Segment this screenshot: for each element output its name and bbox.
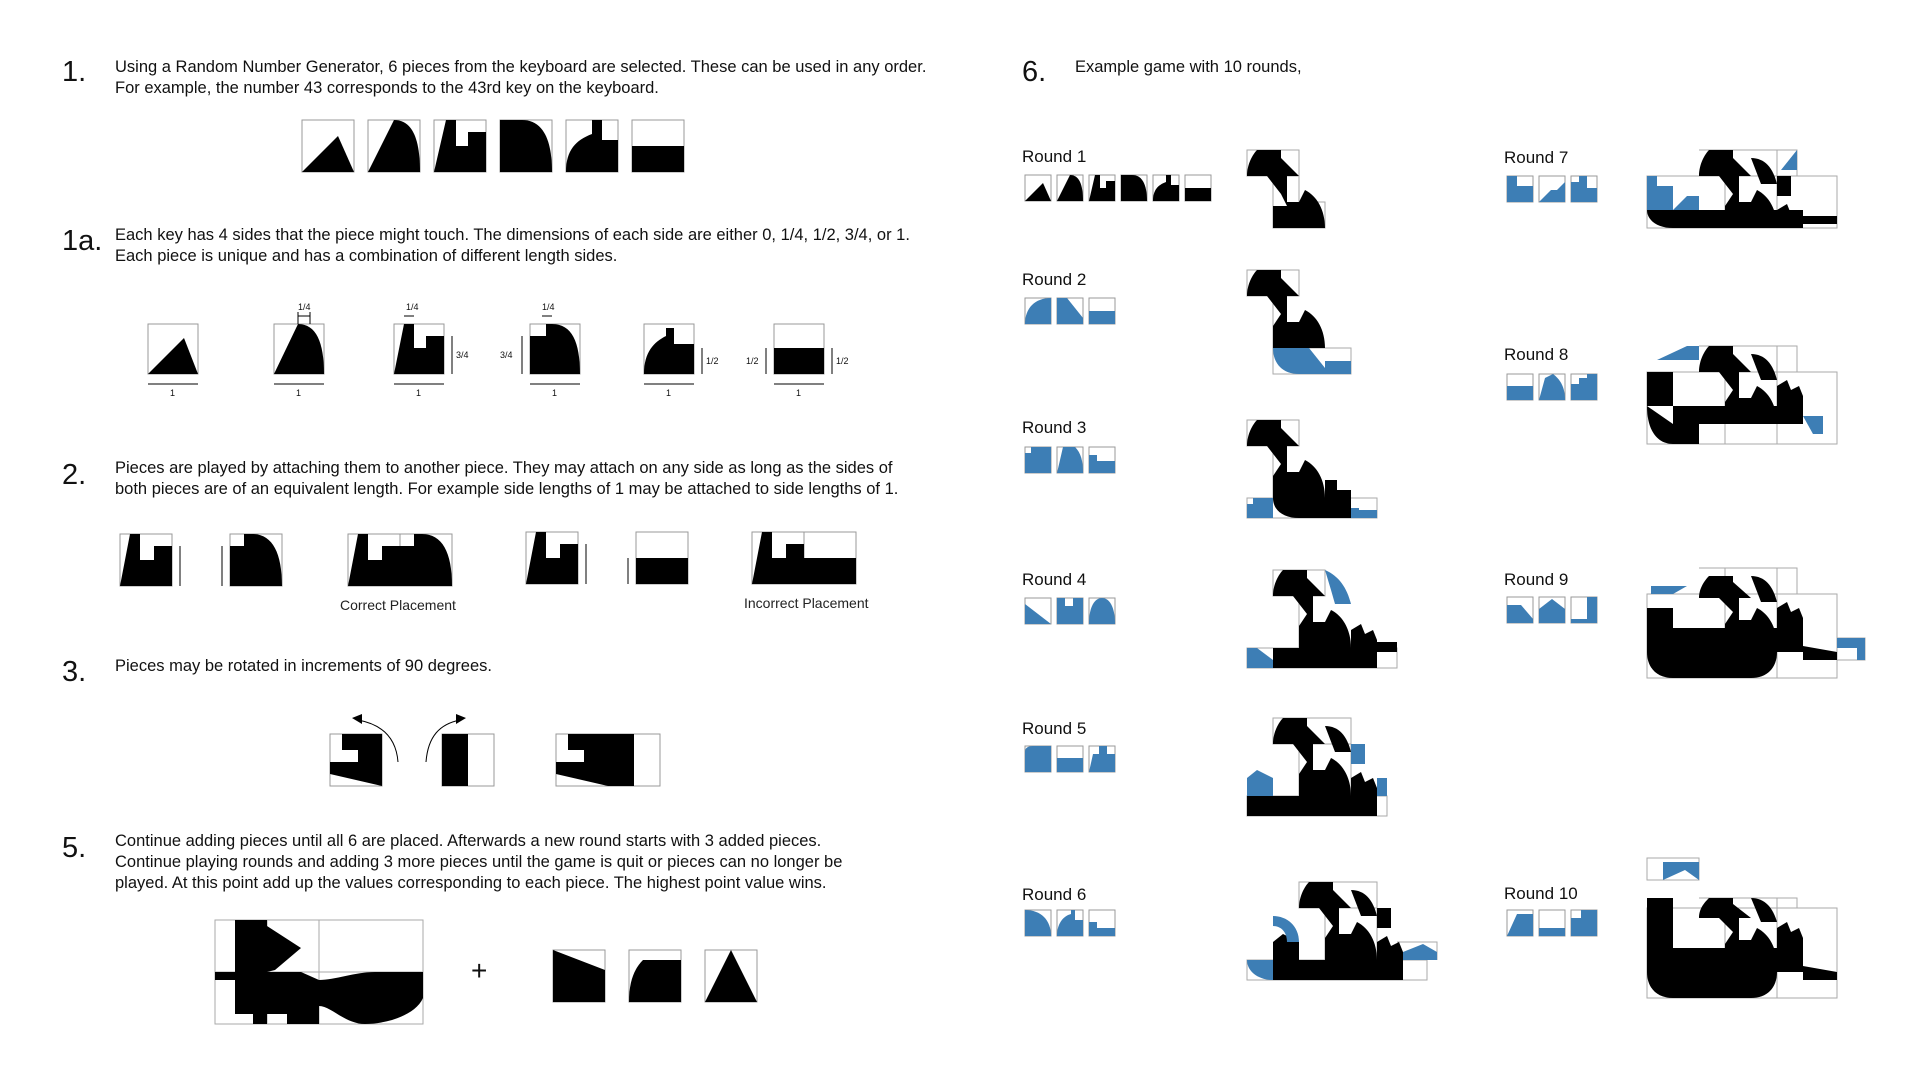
round-5-label: Round 5 xyxy=(1022,719,1087,738)
step-1-line-2: For example, the number 43 corresponds to the 43rd key on the keyboard. xyxy=(115,79,659,97)
round-8-hand xyxy=(1507,374,1597,402)
rotated-piece-b xyxy=(442,734,494,786)
dim-label-half: 1/2 xyxy=(706,356,719,366)
placement-piece-a xyxy=(120,534,180,586)
added-piece-rounded xyxy=(629,950,681,1002)
step-3-text xyxy=(115,656,492,677)
step-5-line-2: Continue playing rounds and adding 3 more pieces until the game is quit or pieces can no longer be xyxy=(115,853,843,871)
step-2-line-2: both pieces are of an equivalent length. For example side lengths of 1 may be attached to side lengths of 1. xyxy=(115,480,899,498)
round-6-label: Round 6 xyxy=(1022,885,1087,904)
dim-piece-wave xyxy=(644,324,719,398)
round-1-label: Round 1 xyxy=(1022,147,1087,166)
dim-label-quarter: 1/4 xyxy=(406,302,419,312)
round-3-board xyxy=(1247,420,1387,520)
round-6-board xyxy=(1247,882,1447,982)
dim-label-one: 1 xyxy=(796,388,802,398)
dim-label-quarter: 1/4 xyxy=(542,302,555,312)
round-7-hand xyxy=(1507,176,1597,204)
round-2-hand xyxy=(1025,298,1115,326)
round-2-label: Round 2 xyxy=(1022,270,1087,289)
dim-piece-dome xyxy=(500,302,580,398)
round-2-board xyxy=(1247,270,1357,380)
round-9-hand xyxy=(1507,597,1597,625)
step-3-line-1: Pieces may be rotated in increments of 90 degrees. xyxy=(115,657,492,675)
step-5-text xyxy=(115,831,842,894)
step-5-line-1: Continue adding pieces until all 6 are placed. Afterwards a new round starts with 3 added pieces. xyxy=(115,832,822,850)
rotated-piece-a xyxy=(330,734,382,786)
dim-label-one: 1 xyxy=(552,388,558,398)
step-2-placement-diagram xyxy=(120,532,880,602)
step-2-text xyxy=(115,458,898,500)
caption-incorrect-placement: Incorrect Placement xyxy=(744,595,869,611)
dim-label-one: 1 xyxy=(296,388,302,398)
dim-label-three-quarter: 3/4 xyxy=(456,350,469,360)
step-5-number: 5. xyxy=(62,832,87,864)
placement-piece-c xyxy=(526,532,586,584)
step-1a-line-2: Each piece is unique and has a combination of different length sides. xyxy=(115,247,618,265)
piece-arch-icon xyxy=(368,120,420,172)
dim-piece-notch xyxy=(394,302,469,398)
round-6-hand xyxy=(1025,910,1115,938)
round-10-board xyxy=(1647,858,1867,1008)
round-5-board xyxy=(1247,718,1397,818)
piece-notch-icon xyxy=(434,120,486,172)
piece-triangle-icon xyxy=(302,120,354,172)
dim-label-quarter: 1/4 xyxy=(298,302,311,312)
round-10-label: Round 10 xyxy=(1504,884,1578,903)
step-1a-text xyxy=(115,225,910,267)
rotated-combined-pair xyxy=(556,734,660,786)
step-5-line-3: played. At this point add up the values corresponding to each piece. The highest point value wins. xyxy=(115,874,827,892)
dim-label-half: 1/2 xyxy=(746,356,759,366)
step-2-line-1: Pieces are played by attaching them to another piece. They may attach on any side as long as the sides of xyxy=(115,459,893,477)
round-7-board xyxy=(1647,150,1847,250)
round-10-hand xyxy=(1507,910,1597,938)
round-5-hand xyxy=(1025,746,1115,774)
round-9-board xyxy=(1647,568,1867,688)
round-3-hand xyxy=(1025,447,1115,475)
round-4-board xyxy=(1247,570,1397,670)
piece-dome-icon xyxy=(500,120,552,172)
completed-round-board xyxy=(215,920,423,1024)
round-8-label: Round 8 xyxy=(1504,345,1569,364)
placement-piece-b xyxy=(222,534,282,586)
step-1-number: 1. xyxy=(62,56,87,88)
round-3-label: Round 3 xyxy=(1022,418,1087,437)
step-1-text xyxy=(115,57,926,99)
round-4-label: Round 4 xyxy=(1022,570,1087,589)
step-1-line-1: Using a Random Number Generator, 6 pieces from the keyboard are selected. These can be used in any order. xyxy=(115,58,927,76)
step-1a-number: 1a. xyxy=(62,225,103,257)
dim-piece-half xyxy=(746,324,849,398)
placement-piece-d xyxy=(628,532,688,584)
step-5-example-board xyxy=(215,920,775,1030)
step-3-number: 3. xyxy=(62,656,87,688)
caption-correct-placement: Correct Placement xyxy=(340,597,456,613)
dim-label-one: 1 xyxy=(170,388,176,398)
step-3-rotation-diagram xyxy=(330,706,670,791)
step-1a-dimension-diagram xyxy=(140,298,860,398)
dim-piece-triangle xyxy=(148,324,198,398)
dim-label-three-quarter: 3/4 xyxy=(500,350,513,360)
incorrect-placement-pair xyxy=(752,532,856,584)
added-piece-wedge xyxy=(553,950,605,1002)
round-1-hand xyxy=(1025,175,1215,203)
added-piece-triangle xyxy=(705,950,757,1002)
step-1a-line-1: Each key has 4 sides that the piece might touch. The dimensions of each side are either 0, 1/4, 1/2, 3/4, or 1. xyxy=(115,226,910,244)
step-1-pieces xyxy=(302,120,692,174)
piece-wave-icon xyxy=(566,120,618,172)
correct-placement-pair xyxy=(348,534,452,586)
round-1-board xyxy=(1247,150,1377,230)
step-6-number: 6. xyxy=(1022,56,1047,88)
round-7-label: Round 7 xyxy=(1504,148,1569,167)
dim-piece-arch xyxy=(274,302,324,398)
plus-sign: + xyxy=(471,955,488,986)
round-9-label: Round 9 xyxy=(1504,570,1569,589)
piece-half-icon xyxy=(632,120,684,172)
dim-label-half: 1/2 xyxy=(836,356,849,366)
step-6-text xyxy=(1075,57,1302,78)
round-8-board xyxy=(1647,346,1847,456)
step-6-line-1: Example game with 10 rounds, xyxy=(1075,58,1302,76)
dim-label-one: 1 xyxy=(416,388,422,398)
round-4-hand xyxy=(1025,598,1115,626)
step-2-number: 2. xyxy=(62,459,87,491)
dim-label-one: 1 xyxy=(666,388,672,398)
